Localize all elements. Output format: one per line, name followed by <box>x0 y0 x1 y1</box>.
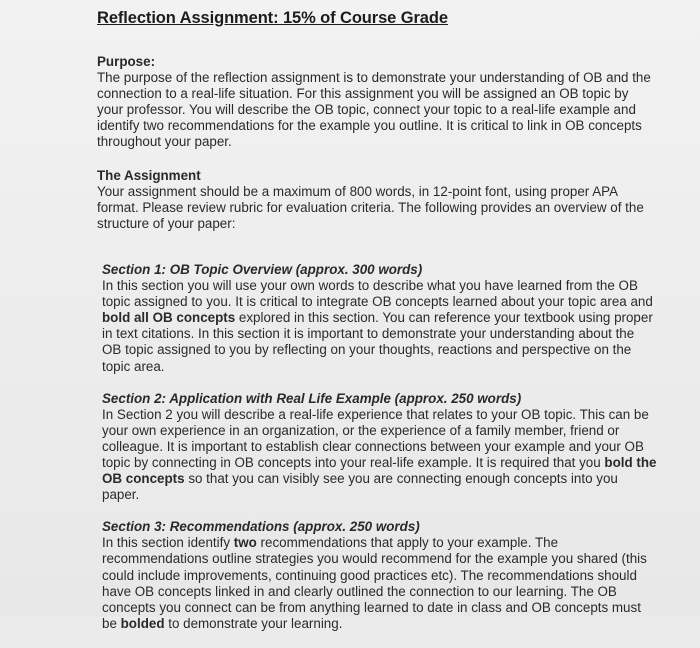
section-1-text-a: In this section you will use your own words to describe what you have learned from the OB topic assigned to you. It is critical to integrate OB concepts learned about your topic area and <box>102 278 653 310</box>
section-3-heading: Section 3: Recommendations (approx. 250 words) <box>102 519 420 535</box>
section-3-text-b: recommendations that apply to your example. The recommendations outline strategies you would recommend for the example you shared (this could include improvements, continuing good practices etc). The recommendations should have OB concepts linked in and clearly outlined the connection to our learning. The OB concepts you connect can be from anything learned to date in class and OB concepts must be <box>102 535 647 631</box>
section-3-text-a: In this section identify <box>102 535 234 551</box>
purpose-text: The purpose of the reflection assignment is to demonstrate your understanding of OB and the connection to a real-life situation. For this assignment you will be assigned an OB topic by your professor. You will describe the OB topic, connect your topic to a real-life example and identify two recommendations for the example you outline. It is critical to link in OB concepts throughout your paper. <box>97 70 651 150</box>
section-3-text-c: to demonstrate your learning. <box>164 615 343 631</box>
assignment-block <box>97 168 657 232</box>
section-2-text-b: so that you can visibly see you are connecting enough concepts into you paper. <box>102 471 618 503</box>
section-1-text-b: explored in this section. You can reference your textbook using proper in text citations. In this section it is important to demonstrate your understanding about the OB topic assigned to you by reflecting on your thoughts, reactions and perspective on the topic area. <box>102 310 653 374</box>
section-1-block <box>102 262 657 375</box>
purpose-heading: Purpose: <box>97 54 156 69</box>
section-3-bold-b: bolded <box>120 615 165 631</box>
section-2-text-a: In Section 2 you will describe a real-life experience that relates to your OB topic. This can be your own experience in an organization, or the experience of a family member, friend or colleague. It is important to establish clear connections between your example and your OB topic by connecting in OB concepts into your real-life example. It is required that you <box>102 406 649 470</box>
section-1-bold-a: bold all OB concepts <box>102 310 236 326</box>
section-2-heading: Section 2: Application with Real Life Example (approx. 250 words) <box>102 390 522 406</box>
section-2-bold-a: bold the OB concepts <box>102 454 657 487</box>
section-2-block <box>102 391 657 504</box>
assignment-heading: The Assignment <box>97 167 201 183</box>
document-body <box>97 9 657 648</box>
purpose-block <box>97 54 657 151</box>
section-3-block <box>102 519 657 632</box>
assignment-text: Your assignment should be a maximum of 800 words, in 12-point font, using proper APA format. Please review rubric for evaluation criteria. The following provides an overview of the structure of your paper: <box>97 183 644 231</box>
section-1-heading: Section 1: OB Topic Overview (approx. 300 words) <box>102 261 423 277</box>
section-3-bold-a: two <box>233 535 257 551</box>
page-title: Reflection Assignment: 15% of Course Grade <box>97 9 448 27</box>
